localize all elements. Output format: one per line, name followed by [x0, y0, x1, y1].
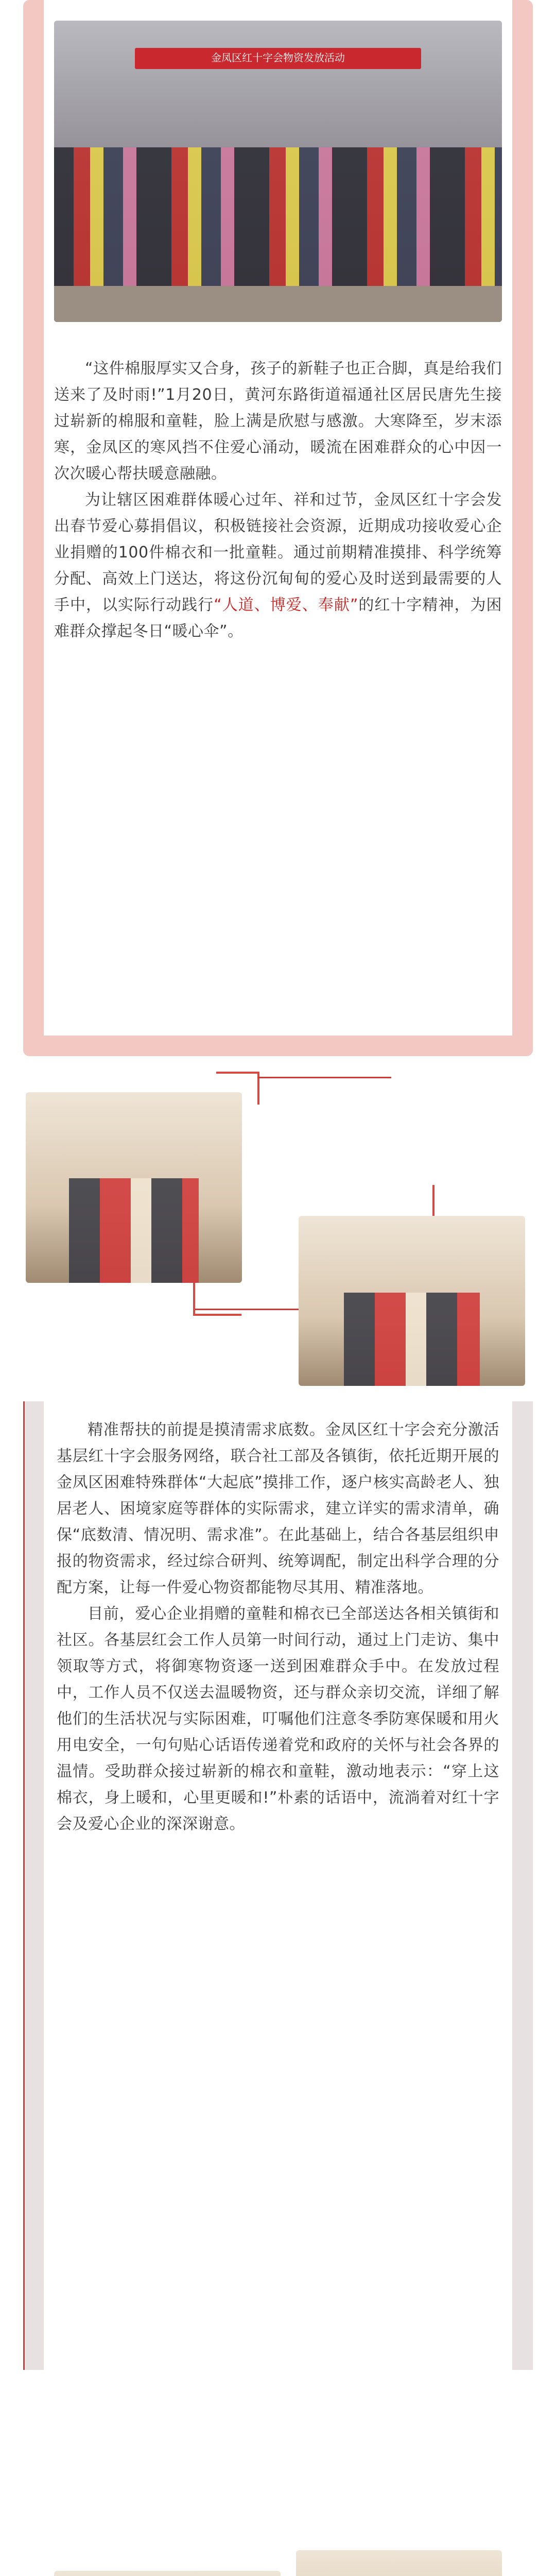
photo-home-visit [299, 1216, 525, 1386]
paragraph: 精准帮扶的前提是摸清需求底数。金凤区红十字会充分激活基层红十字会服务网络，联合社工部及各镇街，依托近期开展的金凤区困难特殊群体“大起底”摸排工作，逐户核实高龄老人、独居老人、困境家庭等群体的实际需求，建立详实的需求清单，确保“底数清、情况明、需求准”。在此基础上，结合各基层组织申报的物资需求，经过综合研判、统筹调配，制定出科学合理的分配方案，让每一件爱心物资都能物尽其用、精准落地。 [57, 1421, 499, 1597]
photo-donation-handover [26, 1092, 242, 1283]
group-photo-1 [54, 21, 502, 322]
section2-text [57, 1417, 499, 1837]
paragraph: 目前，爱心企业捐赠的童鞋和棉衣已全部送达各相关镇街和社区。各基层红会工作人员第一时间行动，通过上门走访、集中领取等方式，将御寒物资逐一送到困难群众手中。在发放过程中，工作人员不仅送去温暖物资，还与群众亲切交流，详细了解他们的生活状况与实际困难，叮嘱他们注意冬季防寒保暖和用火用电安全，一句句贴心话语传递着党和政府的关怀与社会各界的温情。受助群众接过崭新的棉衣和童鞋，激动地表示：“穿上这棉衣，身上暖和，心里更暖和!”朴素的话语中，流淌着对红十字会及爱心企业的深深谢意。 [57, 1605, 499, 1833]
corner-decoration [193, 1283, 241, 1316]
side-line [23, 1401, 25, 2370]
photo-banner: 金凤区红十字会物资发放活动 [135, 48, 422, 69]
photo-shoe-distribution [54, 2571, 281, 2576]
corner-decoration [216, 1072, 259, 1105]
highlight-text: “人道、博爱、奉献” [214, 596, 358, 614]
section1-text [54, 355, 502, 645]
paragraph: 为让辖区困难群体暖心过年、祥和过节，金凤区红十字会发出春节爱心募捐倡议，积极链接社会资源，近期成功接收爱心企业捐赠的100件棉衣和一批童鞋。通过前期精准摸排、科学统筹分配、高效上门送达，将这份沉甸甸的爱心及时送到最需要的人手中，以实际行动践行“人道、博爱、奉献”的红十字精神，为困难群众撑起冬日“暖心伞”。 [54, 491, 502, 640]
divider-line [257, 1077, 391, 1078]
paragraph: “这件棉服厚实又合身，孩子的新鞋子也正合脚，真是给我们送来了及时雨!”1月20日，黄河东路街道福通社区居民唐先生接过崭新的棉服和童鞋，脸上满是欣慰与感激。大寒降至，岁末添寒，金凤区的寒风挡不住爱心涌动，暖流在困难群众的心中因一次次暖心帮扶暖意融融。 [54, 360, 502, 483]
photo-elderly-visit [296, 2550, 502, 2576]
